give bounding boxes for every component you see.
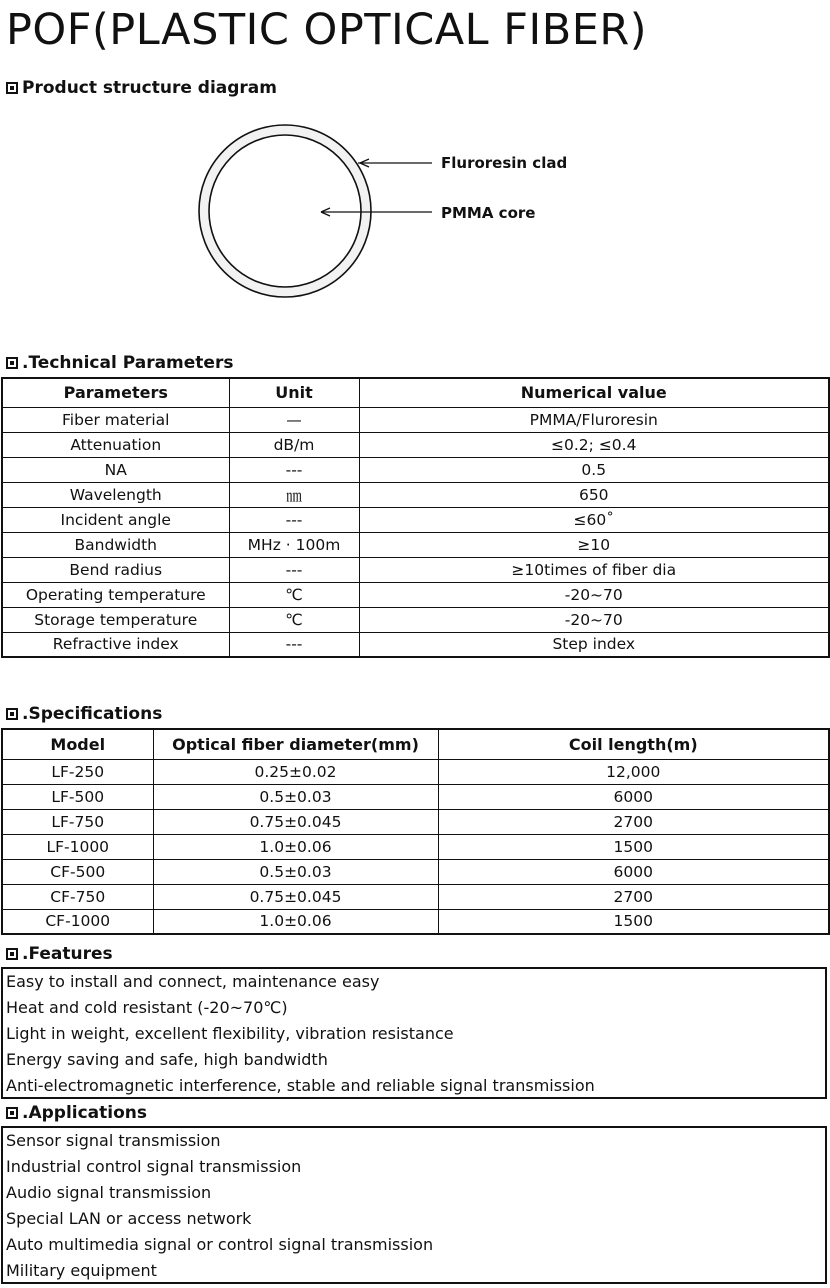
- square-bullet-icon: [6, 357, 18, 369]
- table-row: [2, 809, 829, 834]
- list-item: Auto multimedia signal or control signal transmission: [6, 1235, 434, 1254]
- table-cell: Wavelength: [2, 482, 229, 507]
- table-cell: Storage temperature: [2, 607, 229, 632]
- table-row: [2, 482, 829, 507]
- table-cell: CF-1000: [2, 909, 153, 934]
- col-header: Numerical value: [359, 378, 829, 407]
- table-row: [2, 507, 829, 532]
- table-cell: Incident angle: [2, 507, 229, 532]
- table-cell: ≥10times of fiber dia: [359, 557, 829, 582]
- col-header: Model: [2, 729, 153, 759]
- technical-table: [1, 377, 830, 658]
- table-row: [2, 632, 829, 657]
- square-bullet-icon: [6, 708, 18, 720]
- square-bullet-icon: [6, 1107, 18, 1119]
- table-cell: 1.0±0.06: [153, 834, 438, 859]
- table-cell: 1500: [438, 909, 829, 934]
- list-item: Audio signal transmission: [6, 1183, 212, 1202]
- features-heading-text: .Features: [22, 944, 113, 964]
- table-cell: ---: [229, 557, 359, 582]
- table-cell: 0.75±0.045: [153, 884, 438, 909]
- structure-heading: [6, 77, 277, 99]
- table-cell: 12,000: [438, 759, 829, 784]
- table-row: [2, 834, 829, 859]
- table-cell: 0.5±0.03: [153, 859, 438, 884]
- table-row: [2, 432, 829, 457]
- specifications-table: [1, 728, 830, 935]
- table-row: [2, 884, 829, 909]
- table-cell: 650: [359, 482, 829, 507]
- table-row: [2, 784, 829, 809]
- specifications-heading: [6, 703, 162, 725]
- table-cell: 0.5: [359, 457, 829, 482]
- table-row: [2, 759, 829, 784]
- applications-list: [1, 1126, 827, 1284]
- list-item: Anti-electromagnetic interference, stable and reliable signal transmission: [6, 1076, 595, 1095]
- table-cell: 2700: [438, 884, 829, 909]
- core-label: PMMA core: [441, 204, 536, 222]
- technical-heading-text: .Technical Parameters: [22, 353, 234, 373]
- table-cell: 6000: [438, 784, 829, 809]
- table-row: [2, 607, 829, 632]
- table-cell: Fiber material: [2, 407, 229, 432]
- table-cell: 6000: [438, 859, 829, 884]
- table-cell: CF-750: [2, 884, 153, 909]
- table-cell: Bandwidth: [2, 532, 229, 557]
- list-item: Special LAN or access network: [6, 1209, 252, 1228]
- table-cell: ---: [229, 632, 359, 657]
- table-cell: ≤0.2; ≤0.4: [359, 432, 829, 457]
- table-cell: 1500: [438, 834, 829, 859]
- table-cell: Bend radius: [2, 557, 229, 582]
- technical-heading: [6, 352, 233, 374]
- square-bullet-icon: [6, 82, 18, 94]
- table-cell: ---: [229, 507, 359, 532]
- table-row: [2, 532, 829, 557]
- table-cell: MHz · 100m: [229, 532, 359, 557]
- table-cell: CF-500: [2, 859, 153, 884]
- table-cell: 2700: [438, 809, 829, 834]
- table-cell: -20~70: [359, 607, 829, 632]
- applications-heading-text: .Applications: [22, 1103, 148, 1123]
- table-cell: ≤60˚: [359, 507, 829, 532]
- list-item: Easy to install and connect, maintenance easy: [6, 972, 380, 991]
- table-row: [2, 909, 829, 934]
- table-header-row: [2, 378, 829, 407]
- table-cell: ℃: [229, 582, 359, 607]
- table-cell: LF-750: [2, 809, 153, 834]
- list-item: Sensor signal transmission: [6, 1131, 221, 1150]
- features-heading: [6, 943, 113, 965]
- features-list: [1, 967, 827, 1099]
- table-header-row: [2, 729, 829, 759]
- list-item: Heat and cold resistant (-20~70℃): [6, 998, 288, 1017]
- table-row: [2, 582, 829, 607]
- specifications-heading-text: .Specifications: [22, 704, 163, 724]
- list-item: Military equipment: [6, 1261, 157, 1280]
- table-cell: ㎚: [229, 482, 359, 507]
- table-cell: —: [229, 407, 359, 432]
- list-item: Light in weight, excellent flexibility, vibration resistance: [6, 1024, 454, 1043]
- table-cell: ---: [229, 457, 359, 482]
- table-cell: Attenuation: [2, 432, 229, 457]
- table-cell: LF-500: [2, 784, 153, 809]
- table-row: [2, 407, 829, 432]
- table-row: [2, 557, 829, 582]
- table-cell: ℃: [229, 607, 359, 632]
- square-bullet-icon: [6, 948, 18, 960]
- page-title: POF(PLASTIC OPTICAL FIBER): [6, 5, 648, 55]
- list-item: Energy saving and safe, high bandwidth: [6, 1050, 328, 1069]
- core-circle: [209, 135, 361, 287]
- table-cell: LF-250: [2, 759, 153, 784]
- table-cell: PMMA/Fluroresin: [359, 407, 829, 432]
- table-row: [2, 457, 829, 482]
- clad-label: Fluroresin clad: [441, 154, 568, 172]
- table-cell: 0.25±0.02: [153, 759, 438, 784]
- table-cell: 0.5±0.03: [153, 784, 438, 809]
- table-cell: ≥10: [359, 532, 829, 557]
- col-header: Optical fiber diameter(mm): [153, 729, 438, 759]
- table-cell: 0.75±0.045: [153, 809, 438, 834]
- structure-heading-text: Product structure diagram: [22, 78, 277, 98]
- table-cell: dB/m: [229, 432, 359, 457]
- table-cell: 1.0±0.06: [153, 909, 438, 934]
- table-cell: Operating temperature: [2, 582, 229, 607]
- table-cell: NA: [2, 457, 229, 482]
- col-header: Unit: [229, 378, 359, 407]
- list-item: Industrial control signal transmission: [6, 1157, 302, 1176]
- col-header: Coil length(m): [438, 729, 829, 759]
- table-cell: LF-1000: [2, 834, 153, 859]
- table-row: [2, 859, 829, 884]
- applications-heading: [6, 1102, 147, 1124]
- table-cell: -20~70: [359, 582, 829, 607]
- col-header: Parameters: [2, 378, 229, 407]
- table-cell: Refractive index: [2, 632, 229, 657]
- fiber-structure-diagram: [180, 120, 600, 310]
- table-cell: Step index: [359, 632, 829, 657]
